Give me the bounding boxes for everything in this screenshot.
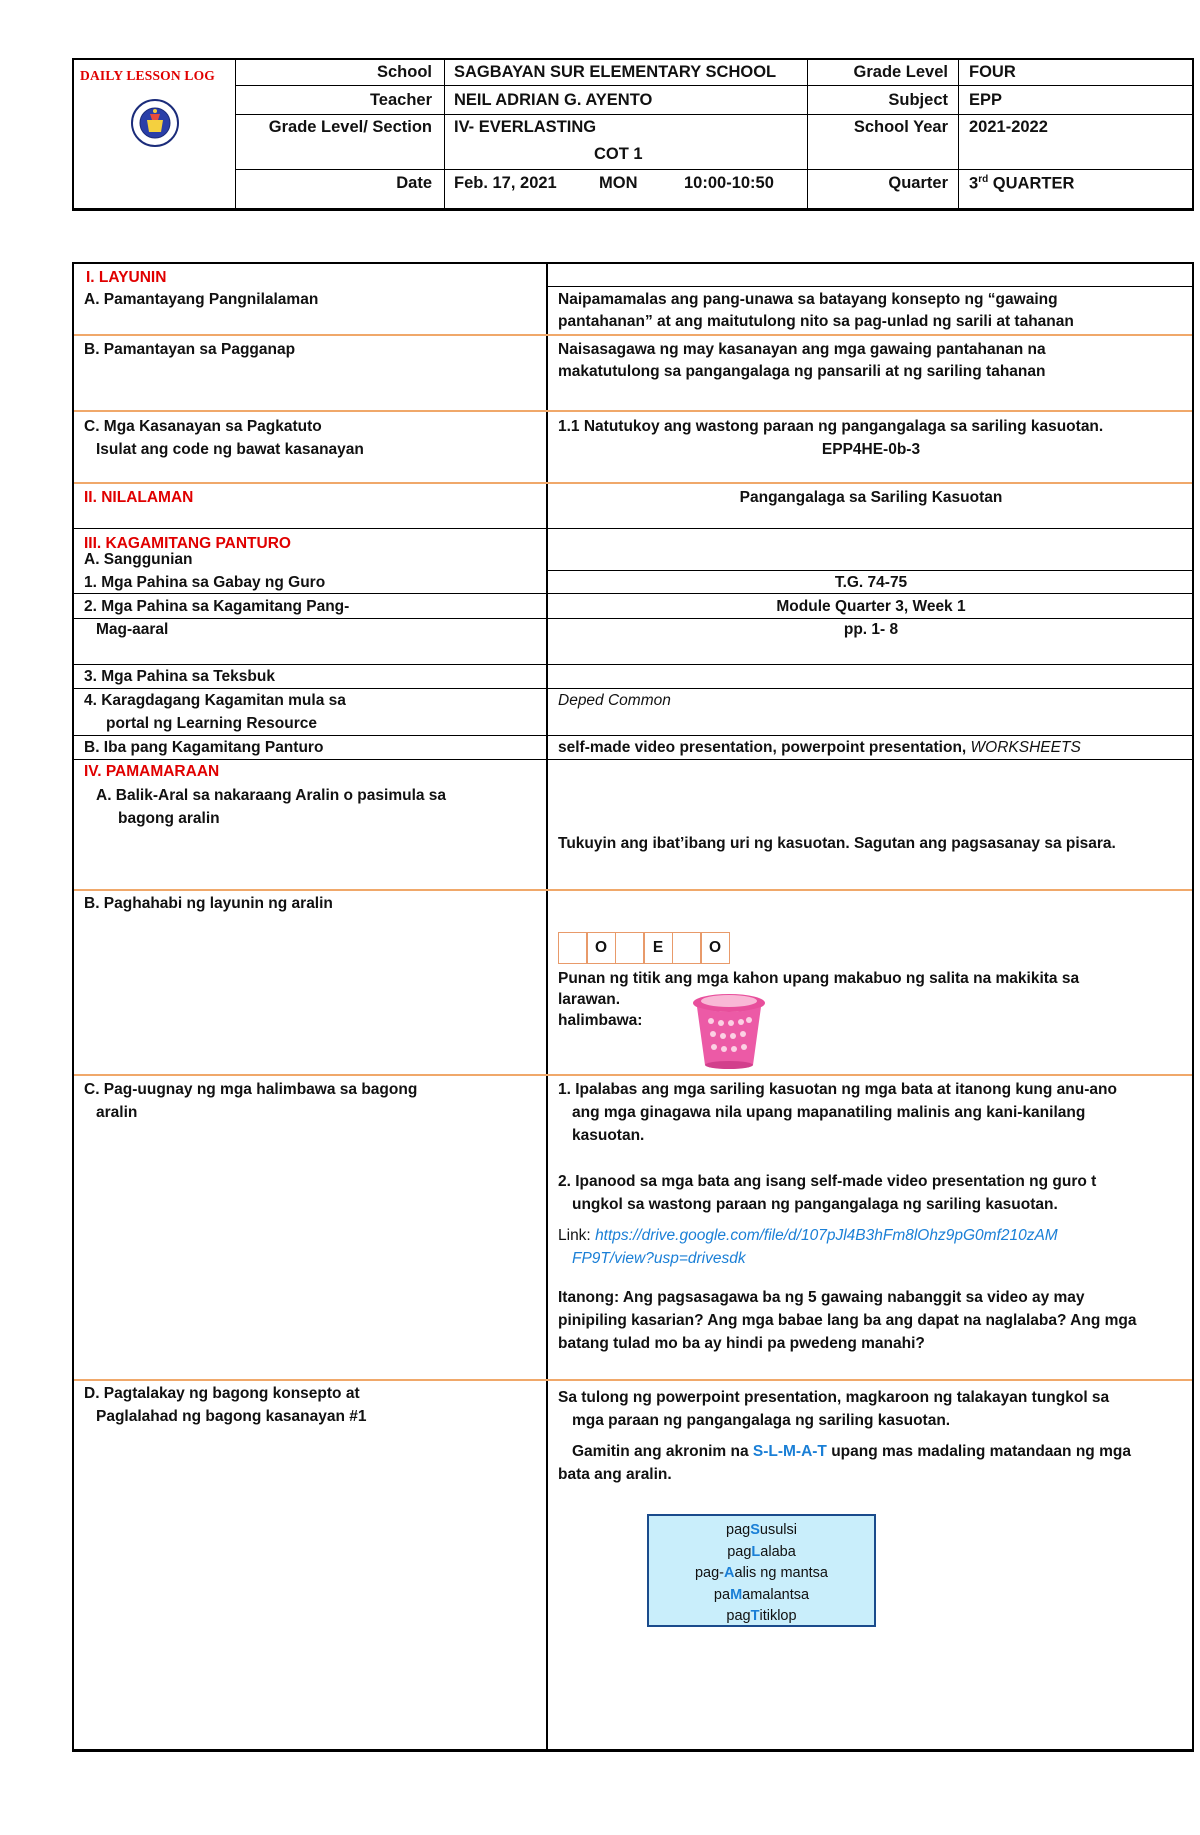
pages-value: pp. 1- 8 <box>843 621 899 638</box>
video-link[interactable]: Link: https://drive.google.com/file/d/107pJl4B3hFm8lOhz9pG0mf210zAM <box>558 1227 1058 1244</box>
gabay-guro-label: 1. Mga Pahina sa Gabay ng Guro <box>84 574 326 591</box>
d-line4: bata ang aralin. <box>558 1466 672 1483</box>
cot-label: COT 1 <box>594 145 643 163</box>
video-link-cont[interactable]: FP9T/view?usp=drivesdk <box>572 1250 746 1267</box>
laundry-basket-icon <box>689 989 769 1071</box>
quarter-label: Quarter <box>888 174 948 192</box>
d-line3: Gamitin ang akronim na S-L-M-A-T upang mas madaling matandaan ng mga <box>572 1443 1131 1460</box>
learning-resource-sublabel: portal ng Learning Resource <box>106 715 318 732</box>
karagdagang-kagamitan-label: 4. Karagdagang Kagamitan mula sa <box>84 692 346 709</box>
c1-line1: 1. Ipalabas ang mga sariling kasuotan ng mga bata at itanong kung anu-ano <box>558 1081 1117 1098</box>
kasanayan-sublabel: Isulat ang code ng bawat kasanayan <box>96 441 364 458</box>
iba-pang-kagamitan-label: B. Iba pang Kagamitang Panturo <box>84 739 324 756</box>
grade-level-value: FOUR <box>969 63 1016 81</box>
paghahabi-label: B. Paghahabi ng layunin ng aralin <box>84 895 333 912</box>
daily-lesson-log-title: DAILY LESSON LOG <box>80 68 215 83</box>
d-line2: mga paraan ng pangangalaga ng sariling kasuotan. <box>572 1412 951 1429</box>
slmat-item: pagSusulsi <box>726 1522 797 1538</box>
pag-uugnay-label: C. Pag-uugnay ng mga halimbawa sa bagong <box>84 1081 418 1098</box>
pangnilalaman-line1: Naipamamalas ang pang-unawa sa batayang konsepto ng “gawaing <box>558 291 1058 308</box>
pagtalakay-sublabel: Paglalahad ng bagong kasanayan #1 <box>96 1408 367 1425</box>
slmat-item: paMamalantsa <box>713 1586 810 1603</box>
letter-box <box>558 932 588 964</box>
paghahabi-line2: larawan. <box>558 991 621 1008</box>
slmat-item: pag-Aalis ng mantsa <box>694 1565 828 1581</box>
itanong-line2: pinipiling kasarian? Ang mga babae lang ba ang dapat na naglalaba? Ang mga <box>558 1312 1137 1329</box>
quarter-value: 3rd QUARTER <box>969 174 1075 193</box>
letter-box: O <box>700 932 730 964</box>
kasanayan-line1: 1.1 Natutukoy ang wastong paraan ng pangangalaga sa sariling kasuotan. <box>558 418 1104 435</box>
school-year-label: School Year <box>853 118 948 136</box>
lesson-log-header <box>72 58 1194 211</box>
section-value: IV- EVERLASTING <box>454 118 597 136</box>
c1-line2: ang mga ginagawa nila upang mapanatiling malinis ang kani-kanilang <box>572 1104 1086 1121</box>
layunin-heading: I. LAYUNIN <box>86 269 167 286</box>
subject-value: EPP <box>969 91 1003 109</box>
teacher-label: Teacher <box>369 91 432 109</box>
kasanayan-label: C. Mga Kasanayan sa Pagkatuto <box>84 418 322 435</box>
kasanayan-code: EPP4HE-0b-3 <box>821 441 921 458</box>
slmat-item: pagTitiklop <box>726 1608 797 1624</box>
c2-line2: ungkol sa wastong paraan ng pangangalaga ng sariling kasuotan. <box>572 1196 1058 1213</box>
teacher-value: NEIL ADRIAN G. AYENTO <box>454 91 653 109</box>
date-label: Date <box>396 174 432 192</box>
letter-box <box>672 932 702 964</box>
deped-seal-icon <box>130 98 180 148</box>
pamantayan-pagganap-label: B. Pamantayan sa Pagganap <box>84 341 296 358</box>
pagtalakay-label: D. Pagtalakay ng bagong konsepto at <box>84 1385 360 1402</box>
pagganap-line2: makatutulong sa pangangalaga ng pansarili at ng sariling tahanan <box>558 363 1046 380</box>
deped-common-value: Deped Common <box>558 692 671 709</box>
nilalaman-heading: II. NILALAMAN <box>84 489 194 506</box>
pamantayang-pangnilalaman-label: A. Pamantayang Pangnilalaman <box>84 291 319 308</box>
subject-label: Subject <box>888 91 948 109</box>
balik-aral-label: A. Balik-Aral sa nakaraang Aralin o pasimula sa <box>96 787 447 804</box>
itanong-line1: Itanong: Ang pagsasagawa ba ng 5 gawaing nabanggit sa video ay may <box>558 1289 1085 1306</box>
nilalaman-value: Pangangalaga sa Sariling Kasuotan <box>739 489 1003 506</box>
letter-box: O <box>586 932 616 964</box>
letter-box: E <box>643 932 673 964</box>
school-value: SAGBAYAN SUR ELEMENTARY SCHOOL <box>454 63 777 81</box>
pagganap-line1: Naisasagawa ng may kasanayan ang mga gawaing pantahanan na <box>558 341 1046 358</box>
d-line1: Sa tulong ng powerpoint presentation, magkaroon ng talakayan tungkol sa <box>558 1389 1110 1406</box>
letter-boxes <box>559 932 730 964</box>
school-year-value: 2021-2022 <box>969 118 1048 136</box>
c2-line1: 2. Ipanood sa mga bata ang isang self-made video presentation ng guro t <box>558 1173 1097 1190</box>
sanggunian-label: A. Sanggunian <box>84 551 193 568</box>
teksbuk-label: 3. Mga Pahina sa Teksbuk <box>84 668 275 685</box>
balik-aral-value: Tukuyin ang ibat’ibang uri ng kasuotan. Sagutan ang pagsasanay sa pisara. <box>558 835 1116 852</box>
section-label: Grade Level/ Section <box>268 118 432 136</box>
module-value: Module Quarter 3, Week 1 <box>776 598 966 615</box>
iba-pang-kagamitan-value: self-made video presentation, powerpoint presentation, WORKSHEETS <box>558 739 1081 756</box>
slmat-box <box>647 1514 876 1627</box>
day-value: MON <box>599 174 638 192</box>
date-value: Feb. 17, 2021 <box>454 174 557 192</box>
itanong-line3: batang tulad mo ba ay hindi pa pwedeng manahi? <box>558 1335 925 1352</box>
gabay-guro-value: T.G. 74-75 <box>834 574 908 591</box>
school-label: School <box>376 63 432 81</box>
grade-level-label: Grade Level <box>853 63 948 81</box>
kagamitang-mag-aaral-label: 2. Mga Pahina sa Kagamitang Pang- <box>84 598 350 615</box>
kagamitang-mag-aaral-sublabel: Mag-aaral <box>96 621 169 638</box>
pag-uugnay-sublabel: aralin <box>96 1104 138 1121</box>
time-value: 10:00-10:50 <box>684 174 774 192</box>
kagamitan-heading: III. KAGAMITANG PANTURO <box>84 535 291 552</box>
paghahabi-line3: halimbawa: <box>558 1012 643 1029</box>
lesson-plan-table <box>72 262 1194 1752</box>
pamamaraan-heading: IV. PAMAMARAAN <box>84 763 220 780</box>
pangnilalaman-line2: pantahanan” at ang maitutulong nito sa pag-unlad ng sarili at tahanan <box>558 313 1074 330</box>
c1-line3: kasuotan. <box>572 1127 645 1144</box>
letter-box <box>615 932 645 964</box>
slmat-item: pagLalaba <box>727 1543 796 1560</box>
paghahabi-line1: Punan ng titik ang mga kahon upang makabuo ng salita na makikita sa <box>558 970 1080 987</box>
balik-aral-sublabel: bagong aralin <box>118 810 220 827</box>
